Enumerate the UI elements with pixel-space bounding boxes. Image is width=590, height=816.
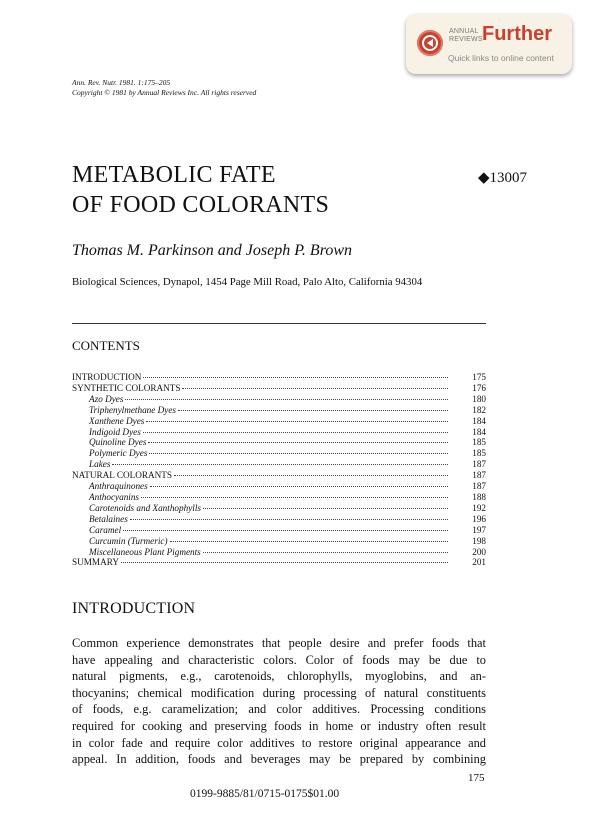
toc-entry[interactable] (72, 514, 486, 525)
toc-entry-title: Betalaines (89, 513, 128, 524)
toc-entry[interactable] (72, 416, 486, 427)
toc-leader-dots (174, 474, 448, 476)
toc-entry-title: SYNTHETIC COLORANTS (72, 382, 181, 393)
contents-heading: CONTENTS (72, 338, 140, 353)
toc-entry-title: Caramel (89, 524, 122, 535)
article-title (72, 160, 329, 220)
toc-entry[interactable] (72, 383, 486, 394)
toc-entry-title: Xanthene Dyes (89, 415, 145, 426)
toc-entry-title: Azo Dyes (89, 393, 124, 404)
toc-entry-page: 198 (472, 535, 486, 546)
badge-tagline: Quick links to online content (448, 53, 554, 63)
toc-entry[interactable] (72, 492, 486, 503)
toc-leader-dots (182, 387, 448, 389)
page-number: 175 (468, 772, 485, 784)
toc-entry-title: Anthocyanins (89, 491, 140, 502)
body-line: of foods, e.g. caramelization; and color additives. Processing conditions (72, 702, 486, 717)
body-line: have appealing and characteristic colors. Color of foods may be due to (72, 652, 486, 667)
toc-entry-page: 201 (472, 557, 486, 568)
toc-entry[interactable] (72, 470, 486, 481)
toc-leader-dots (149, 452, 448, 454)
toc-entry-title: Anthraquinones (89, 481, 148, 492)
further-badge[interactable] (406, 14, 572, 74)
toc-entry-title: Triphenylmethane Dyes (89, 404, 177, 415)
copyright-line: Copyright © 1981 by Annual Reviews Inc. All rights reserved (72, 88, 257, 97)
toc-entry-page: 192 (472, 502, 486, 513)
badge-further-label: Further (482, 23, 552, 45)
toc-leader-dots (170, 540, 448, 542)
toc-entry[interactable] (72, 503, 486, 514)
toc-leader-dots (143, 431, 448, 433)
toc-leader-dots (141, 496, 448, 498)
toc-entry-title: Quinoline Dyes (89, 437, 147, 448)
toc-entry[interactable] (72, 557, 486, 568)
table-of-contents (72, 372, 486, 568)
affiliation: Biological Sciences, Dynapol, 1454 Page Mill Road, Palo Alto, California 94304 (72, 276, 423, 288)
toc-leader-dots (121, 561, 448, 563)
toc-entry-page: 187 (472, 459, 486, 470)
toc-entry[interactable] (72, 427, 486, 438)
title-line-1: METABOLIC FATE (72, 162, 276, 188)
toc-entry-page: 184 (472, 415, 486, 426)
badge-publisher: ANNUAL REVIEWS (449, 28, 483, 43)
toc-entry-page: 200 (472, 546, 486, 557)
toc-entry[interactable] (72, 405, 486, 416)
toc-entry-page: 188 (472, 491, 486, 502)
body-line: required for cooking and preserving foods in home or industry often result (72, 718, 486, 733)
toc-entry[interactable] (72, 547, 486, 558)
article-code: ◆13007 (478, 170, 528, 186)
introduction-body (72, 635, 486, 768)
toc-entry-title: Polymeric Dyes (89, 448, 148, 459)
toc-entry-page: 185 (472, 437, 486, 448)
toc-leader-dots (148, 441, 448, 443)
toc-entry-title: NATURAL COLORANTS (72, 470, 172, 481)
toc-leader-dots (123, 529, 448, 531)
toc-leader-dots (178, 409, 448, 411)
toc-entry-title: Carotenoids and Xanthophylls (89, 502, 201, 513)
play-icon (417, 30, 443, 56)
toc-leader-dots (125, 398, 448, 400)
body-line: natural pigments, e.g., carotenoids, chlorophylls, myoglobins, and an- (72, 669, 486, 684)
toc-entry[interactable] (72, 437, 486, 448)
toc-entry-page: 185 (472, 448, 486, 459)
toc-entry-page: 176 (472, 382, 486, 393)
toc-entry-page: 187 (472, 470, 486, 481)
toc-entry-page: 182 (472, 404, 486, 415)
section-heading-introduction: INTRODUCTION (72, 600, 196, 617)
toc-leader-dots (146, 420, 448, 422)
toc-entry-title: Indigoid Dyes (89, 426, 141, 437)
body-line: Common experience demonstrates that people desire and prefer foods that (72, 636, 486, 650)
toc-entry-page: 197 (472, 524, 486, 535)
toc-entry[interactable] (72, 372, 486, 383)
citation-line: Ann. Rev. Nutr. 1981. 1:175–205 (72, 78, 171, 87)
toc-entry-title: Miscellaneous Plant Pigments (89, 546, 201, 557)
footer-code: 0199-9885/81/0715-0175$01.00 (190, 788, 340, 800)
body-line: in color fade and require color additives to restore original appearance and (72, 735, 486, 750)
toc-entry-title: Lakes (89, 459, 111, 470)
toc-leader-dots (112, 463, 448, 465)
toc-entry-title: INTRODUCTION (72, 372, 142, 382)
authors: Thomas M. Parkinson and Joseph P. Brown (72, 242, 352, 259)
toc-entry[interactable] (72, 394, 486, 405)
divider (72, 323, 486, 324)
toc-entry-page: 180 (472, 393, 486, 404)
toc-leader-dots (130, 518, 448, 520)
body-line: appeal. In addition, foods and beverages may be prepared by combining (72, 752, 486, 767)
toc-entry[interactable] (72, 459, 486, 470)
toc-leader-dots (143, 376, 448, 378)
toc-entry-page: 184 (472, 426, 486, 437)
toc-entry[interactable] (72, 536, 486, 547)
toc-entry[interactable] (72, 448, 486, 459)
journal-citation (72, 78, 256, 98)
toc-entry[interactable] (72, 481, 486, 492)
toc-entry-title: SUMMARY (72, 557, 119, 568)
toc-entry-title: Curcumin (Turmeric) (89, 535, 168, 546)
toc-entry[interactable] (72, 525, 486, 536)
toc-entry-page: 175 (472, 372, 486, 382)
toc-entry-page: 187 (472, 481, 486, 492)
toc-leader-dots (203, 551, 448, 553)
title-line-2: OF FOOD COLORANTS (72, 192, 330, 218)
toc-leader-dots (203, 507, 448, 509)
toc-leader-dots (150, 485, 448, 487)
body-line: thocyanins; chemical modification during processing of natural constituents (72, 685, 486, 700)
toc-entry-page: 196 (472, 513, 486, 524)
